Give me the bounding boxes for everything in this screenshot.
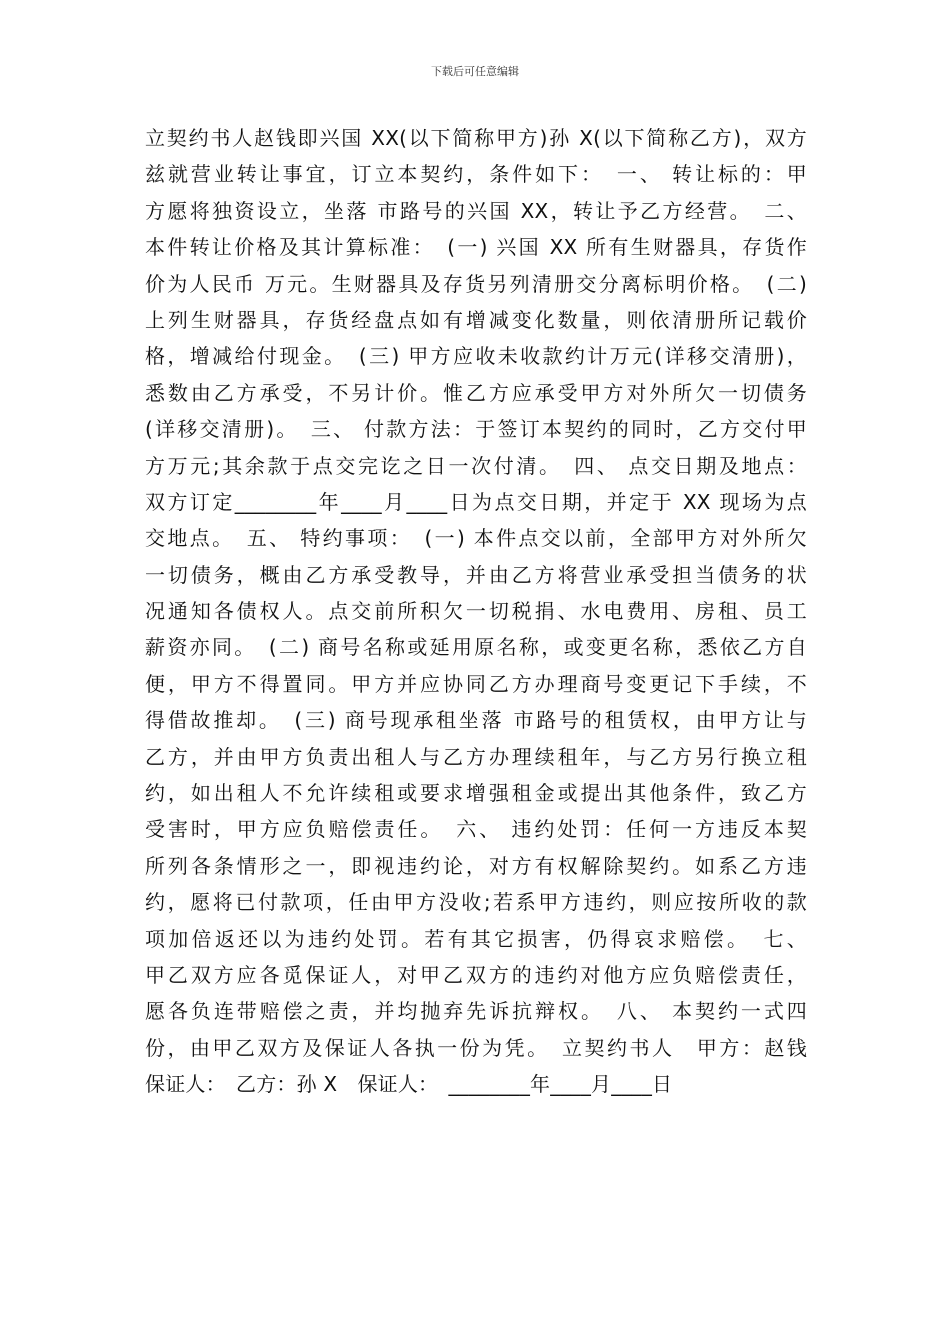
contract-line: 愿各负连带赔偿之责，并均抛弃先诉抗辩权。 八、 本契约一式四 [145,999,807,1024]
contract-line: 一切债务，概由乙方承受教导，并由乙方将营业承受担当债务的状 [145,562,807,587]
contract-line: 约，如出租人不允许续租或要求增强租金或提出其他条件，致乙方 [145,781,807,806]
contract-line: 价为人民币 万元。生财器具及存货另列清册交分离标明价格。 (二) [145,271,807,296]
contract-line: 本件转让价格及其计算标准： (一) 兴国 XX 所有生财器具，存货作 [145,235,807,260]
contract-line: 约，愿将已付款项，任由甲方没收;若系甲方违约，则应按所收的款 [145,890,807,915]
contract-line: 格，增减给付现金。 (三) 甲方应收未收款约计万元(详移交清册)， [145,344,807,369]
contract-line: 方愿将独资设立，坐落 市路号的兴国 XX，转让予乙方经营。 二、 [145,198,807,223]
contract-line: 乙方，并由甲方负责出租人与乙方办理续租年，与乙方另行换立租 [145,744,807,769]
contract-line: 兹就营业转让事宜，订立本契约，条件如下： 一、 转让标的：甲 [145,162,807,187]
contract-line: 方万元;其余款于点交完讫之日一次付清。 四、 点交日期及地点： [145,453,807,478]
contract-line: 薪资亦同。 (二) 商号名称或延用原名称，或变更名称，悉依乙方自 [145,635,807,660]
contract-body [145,120,807,1103]
contract-line: 况通知各债权人。点交前所积欠一切税捐、水电费用、房租、员工 [145,599,807,624]
contract-signature-line: 保证人： 乙方：孙 X 保证人： ________年____月____日 [145,1072,673,1097]
contract-line: 项加倍返还以为违约处罚。若有其它损害，仍得哀求赔偿。 七、 [145,926,807,951]
contract-line: 悉数由乙方承受，不另计价。惟乙方应承受甲方对外所欠一切债务 [145,380,807,405]
contract-line: (详移交清册)。 三、 付款方法：于签订本契约的同时，乙方交付甲 [145,417,807,442]
page-header-note: 下载后可任意编辑 [431,65,519,78]
contract-line: 甲乙双方应各觅保证人，对甲乙双方的违约对他方应负赔偿责任， [145,962,807,987]
contract-line: 便，甲方不得置同。甲方并应协同乙方办理商号变更记下手续，不 [145,671,807,696]
contract-line: 立契约书人赵钱即兴国 XX(以下简称甲方)孙 X(以下简称乙方)，双方 [145,126,807,150]
contract-line: 双方订定________年____月____日为点交日期，并定于 XX 现场为点 [145,489,807,514]
contract-line: 所列各条情形之一，即视违约论，对方有权解除契约。如系乙方违 [145,853,807,878]
contract-line: 上列生财器具，存货经盘点如有增减变化数量，则依清册所记载价 [145,307,807,332]
contract-line: 交地点。 五、 特约事项： (一) 本件点交以前，全部甲方对外所欠 [145,526,807,551]
contract-line: 得借故推却。 (三) 商号现承租坐落 市路号的租赁权，由甲方让与 [145,708,807,733]
contract-line: 份，由甲乙双方及保证人各执一份为凭。 立契约书人 甲方：赵钱 [145,1035,807,1060]
contract-line: 受害时，甲方应负赔偿责任。 六、 违约处罚：任何一方违反本契 [145,817,807,842]
